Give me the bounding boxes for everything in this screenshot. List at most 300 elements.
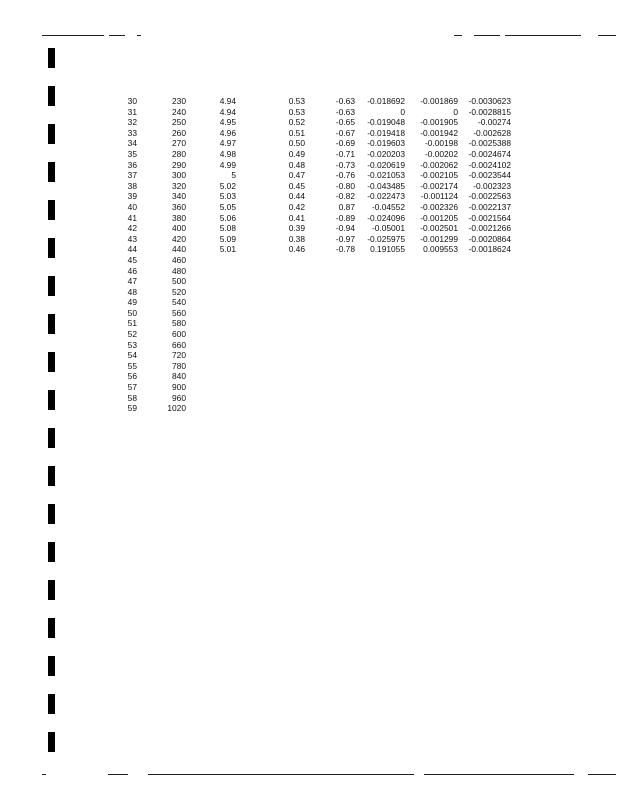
table-cell: -0.001205 xyxy=(420,212,458,223)
table-cell xyxy=(405,382,458,393)
table-cell: 600 xyxy=(172,329,186,340)
table-cell: -0.018692 xyxy=(367,96,405,106)
table-cell xyxy=(305,361,355,372)
table-cell xyxy=(458,297,511,308)
table-cell xyxy=(236,403,305,414)
table-cell: -0.82 xyxy=(335,191,355,202)
table-cell xyxy=(458,287,511,298)
scan-mark xyxy=(48,732,55,752)
top-border-segment xyxy=(598,35,616,36)
table-cell: 4.97 xyxy=(219,138,236,149)
table-cell: -0.022473 xyxy=(367,191,405,202)
table-cell: 0.46 xyxy=(288,244,305,255)
table-cell: 35 xyxy=(127,148,137,159)
table-row xyxy=(100,297,511,308)
table-cell: -0.002174 xyxy=(420,180,458,191)
scan-mark xyxy=(48,428,55,448)
table-cell xyxy=(236,276,305,287)
table-cell: 840 xyxy=(172,371,186,382)
table-cell: 5.06 xyxy=(219,212,236,223)
table-cell xyxy=(305,382,355,393)
table-cell: -0.89 xyxy=(335,212,355,223)
table-cell: 30 xyxy=(127,96,137,106)
table-cell xyxy=(355,361,405,372)
table-cell: 5.05 xyxy=(219,201,236,212)
table-cell: 540 xyxy=(172,297,186,308)
table-row xyxy=(100,149,511,160)
table-cell: 33 xyxy=(127,127,137,138)
table-cell: 280 xyxy=(172,148,186,159)
scan-mark xyxy=(48,48,55,68)
table-cell: -0.76 xyxy=(335,170,355,181)
table-cell xyxy=(355,382,405,393)
table-cell: -0.001299 xyxy=(420,233,458,244)
table-cell: 230 xyxy=(172,96,186,106)
table-row xyxy=(100,244,511,255)
table-cell xyxy=(186,297,236,308)
table-cell: 32 xyxy=(127,117,137,128)
table-cell: 56 xyxy=(127,371,137,382)
table-cell: -0.002501 xyxy=(420,223,458,234)
table-cell xyxy=(405,403,458,414)
table-cell: -0.001905 xyxy=(420,117,458,128)
table-cell xyxy=(405,329,458,340)
table-cell: -0.0018624 xyxy=(468,244,511,255)
scan-mark xyxy=(48,124,55,144)
table-cell: 5 xyxy=(231,170,236,181)
top-border-segment xyxy=(137,35,141,36)
table-cell: -0.001942 xyxy=(420,127,458,138)
table-cell xyxy=(458,340,511,351)
table-row xyxy=(100,234,511,245)
table-cell: 34 xyxy=(127,138,137,149)
table-cell: 460 xyxy=(172,254,186,265)
table-cell xyxy=(405,297,458,308)
table-cell xyxy=(305,266,355,277)
table-cell xyxy=(236,297,305,308)
table-cell xyxy=(458,266,511,277)
table-row xyxy=(100,276,511,287)
table-cell: 4.99 xyxy=(219,159,236,170)
table-row xyxy=(100,361,511,372)
table-cell: 37 xyxy=(127,170,137,181)
table-cell: -0.65 xyxy=(335,117,355,128)
scan-mark xyxy=(48,580,55,600)
top-border-segment xyxy=(474,35,500,36)
table-cell xyxy=(305,276,355,287)
table-cell: 51 xyxy=(127,318,137,329)
scan-mark xyxy=(48,276,55,296)
table-cell xyxy=(305,371,355,382)
table-cell: -0.63 xyxy=(335,106,355,117)
table-cell xyxy=(236,393,305,404)
table-cell xyxy=(186,329,236,340)
top-border-segment xyxy=(42,35,104,36)
scan-mark xyxy=(48,200,55,220)
table-cell: -0.0021564 xyxy=(468,212,511,223)
table-cell: -0.0022137 xyxy=(468,201,511,212)
table-cell: 0.39 xyxy=(288,223,305,234)
table-cell xyxy=(236,287,305,298)
table-cell xyxy=(355,403,405,414)
table-cell: 38 xyxy=(127,180,137,191)
table-cell: 4.95 xyxy=(219,117,236,128)
table-cell: -0.0020864 xyxy=(468,233,511,244)
table-cell xyxy=(305,329,355,340)
table-cell xyxy=(405,371,458,382)
table-cell: 0.191055 xyxy=(370,244,405,255)
table-cell: -0.97 xyxy=(335,233,355,244)
table-cell: -0.020203 xyxy=(367,148,405,159)
scan-mark xyxy=(48,162,55,182)
bottom-border-segment xyxy=(108,774,128,775)
table-cell: 42 xyxy=(127,223,137,234)
table-cell xyxy=(355,371,405,382)
table-cell: 52 xyxy=(127,329,137,340)
bottom-border-segment xyxy=(424,774,574,775)
table-cell: -0.002062 xyxy=(420,159,458,170)
table-cell: 240 xyxy=(172,106,186,117)
bottom-border-segment xyxy=(148,774,268,775)
table-cell: 0.44 xyxy=(288,191,305,202)
table-cell: -0.002105 xyxy=(420,170,458,181)
table-cell: 440 xyxy=(172,244,186,255)
table-cell: 520 xyxy=(172,286,186,297)
table-row xyxy=(100,202,511,213)
table-cell xyxy=(305,350,355,361)
bottom-border-segment xyxy=(588,774,616,775)
scan-mark xyxy=(48,618,55,638)
table-cell: -0.019048 xyxy=(367,117,405,128)
table-cell: -0.0028815 xyxy=(468,106,511,117)
table-cell xyxy=(236,350,305,361)
table-cell: 0.50 xyxy=(288,138,305,149)
table-cell xyxy=(236,382,305,393)
table-cell: 46 xyxy=(127,265,137,276)
table-cell: -0.69 xyxy=(335,138,355,149)
table-row xyxy=(100,160,511,171)
table-cell: 0 xyxy=(400,106,405,117)
table-cell xyxy=(355,308,405,319)
table-cell: -0.025975 xyxy=(367,233,405,244)
table-cell xyxy=(186,255,236,266)
table-cell: -0.94 xyxy=(335,223,355,234)
table-cell: -0.00274 xyxy=(477,117,511,128)
scan-mark xyxy=(48,238,55,258)
scan-mark xyxy=(48,390,55,410)
table-cell xyxy=(458,382,511,393)
table-cell: 560 xyxy=(172,307,186,318)
table-cell: 960 xyxy=(172,392,186,403)
table-cell: 0.51 xyxy=(288,127,305,138)
table-cell: -0.021053 xyxy=(367,170,405,181)
table-cell: 900 xyxy=(172,382,186,393)
table-cell: -0.0024674 xyxy=(468,148,511,159)
table-cell: 5.09 xyxy=(219,233,236,244)
table-cell: 5.01 xyxy=(219,244,236,255)
table-cell xyxy=(236,340,305,351)
table-cell xyxy=(458,403,511,414)
table-cell xyxy=(355,297,405,308)
table-cell xyxy=(186,340,236,351)
table-cell: 0.53 xyxy=(288,106,305,117)
table-cell xyxy=(305,308,355,319)
table-cell: 0.38 xyxy=(288,233,305,244)
table-cell xyxy=(355,255,405,266)
table-cell: -0.001124 xyxy=(420,191,458,202)
table-row xyxy=(100,340,511,351)
table-row xyxy=(100,223,511,234)
table-cell: -0.0024102 xyxy=(468,159,511,170)
table-cell xyxy=(186,287,236,298)
table-row xyxy=(100,371,511,382)
table-row xyxy=(100,128,511,139)
table-cell xyxy=(186,403,236,414)
table-cell: 780 xyxy=(172,360,186,371)
scan-mark xyxy=(48,542,55,562)
table-cell: 4.94 xyxy=(219,96,236,106)
table-cell: 720 xyxy=(172,350,186,361)
table-cell: 580 xyxy=(172,318,186,329)
table-cell: -0.0021266 xyxy=(468,223,511,234)
table-cell xyxy=(355,340,405,351)
table-cell xyxy=(405,318,458,329)
table-cell: 5.02 xyxy=(219,180,236,191)
table-cell: -0.019418 xyxy=(367,127,405,138)
table-cell: 290 xyxy=(172,159,186,170)
table-cell xyxy=(405,308,458,319)
data-table xyxy=(100,96,511,414)
table-cell: 0 xyxy=(453,106,458,117)
table-row xyxy=(100,382,511,393)
table-cell xyxy=(305,255,355,266)
table-cell: 55 xyxy=(127,360,137,371)
table-cell: 0.42 xyxy=(288,201,305,212)
table-cell xyxy=(305,287,355,298)
table-cell: 340 xyxy=(172,191,186,202)
table-cell: 0.41 xyxy=(288,212,305,223)
table-cell: 39 xyxy=(127,191,137,202)
table-cell: -0.80 xyxy=(335,180,355,191)
table-cell xyxy=(458,318,511,329)
table-cell xyxy=(186,308,236,319)
table-cell xyxy=(355,393,405,404)
table-cell: 47 xyxy=(127,276,137,287)
table-row xyxy=(100,266,511,277)
table-cell: 500 xyxy=(172,276,186,287)
table-row xyxy=(100,96,511,107)
table-cell xyxy=(186,276,236,287)
table-cell: -0.002323 xyxy=(473,180,511,191)
table-cell: 380 xyxy=(172,212,186,223)
table-cell: -0.04552 xyxy=(371,201,405,212)
scan-mark xyxy=(48,352,55,372)
table-cell: -0.00198 xyxy=(424,138,458,149)
table-cell xyxy=(305,340,355,351)
table-cell xyxy=(405,350,458,361)
table-cell: 50 xyxy=(127,307,137,318)
table-cell: -0.71 xyxy=(335,148,355,159)
table-cell: 4.96 xyxy=(219,127,236,138)
table-cell: 0.47 xyxy=(288,170,305,181)
table-cell: -0.001869 xyxy=(420,96,458,106)
table-cell: 5.03 xyxy=(219,191,236,202)
table-cell: 57 xyxy=(127,382,137,393)
table-row xyxy=(100,350,511,361)
table-cell xyxy=(186,350,236,361)
table-cell: -0.78 xyxy=(335,244,355,255)
table-cell: 1020 xyxy=(167,403,186,414)
table-cell: 4.98 xyxy=(219,148,236,159)
table-cell: 300 xyxy=(172,170,186,181)
table-cell xyxy=(305,318,355,329)
table-cell xyxy=(355,329,405,340)
table-cell: 0.45 xyxy=(288,180,305,191)
bottom-border-segment xyxy=(42,774,46,775)
scan-mark xyxy=(48,314,55,334)
table-cell: 270 xyxy=(172,138,186,149)
table-cell: 0.48 xyxy=(288,159,305,170)
table-cell xyxy=(186,361,236,372)
table-row xyxy=(100,117,511,128)
table-cell: -0.0022563 xyxy=(468,191,511,202)
table-cell xyxy=(458,276,511,287)
table-cell: 0.53 xyxy=(288,96,305,106)
table-cell: 45 xyxy=(127,254,137,265)
table-cell xyxy=(355,266,405,277)
table-cell: -0.0025388 xyxy=(468,138,511,149)
table-cell: -0.043485 xyxy=(367,180,405,191)
table-cell: 0.52 xyxy=(288,117,305,128)
table-cell: 360 xyxy=(172,201,186,212)
table-cell xyxy=(405,255,458,266)
table-cell xyxy=(355,276,405,287)
table-cell: -0.024096 xyxy=(367,212,405,223)
table-cell: 59 xyxy=(127,403,137,414)
table-cell xyxy=(458,308,511,319)
table-cell: 4.94 xyxy=(219,106,236,117)
table-cell: -0.05001 xyxy=(371,223,405,234)
table-cell: 480 xyxy=(172,265,186,276)
table-cell: 36 xyxy=(127,159,137,170)
table-cell xyxy=(305,403,355,414)
table-cell: 44 xyxy=(127,244,137,255)
table-cell xyxy=(186,266,236,277)
table-cell: 0.87 xyxy=(338,201,355,212)
table-cell: 58 xyxy=(127,392,137,403)
table-row xyxy=(100,318,511,329)
bottom-border-segment xyxy=(268,774,414,775)
table-cell xyxy=(458,361,511,372)
table-cell xyxy=(236,371,305,382)
table-cell: 320 xyxy=(172,180,186,191)
table-row xyxy=(100,403,511,414)
table-cell: 5.08 xyxy=(219,223,236,234)
table-row xyxy=(100,181,511,192)
table-cell: -0.63 xyxy=(335,96,355,106)
table-cell xyxy=(458,393,511,404)
table-cell: 48 xyxy=(127,286,137,297)
table-cell xyxy=(355,287,405,298)
scan-mark xyxy=(48,694,55,714)
table-cell: 43 xyxy=(127,233,137,244)
table-cell xyxy=(186,393,236,404)
table-cell: 53 xyxy=(127,339,137,350)
table-cell xyxy=(458,371,511,382)
table-row xyxy=(100,107,511,118)
table-cell xyxy=(236,266,305,277)
table-cell: 49 xyxy=(127,297,137,308)
table-cell: -0.002326 xyxy=(420,201,458,212)
table-cell xyxy=(405,340,458,351)
table-cell: 31 xyxy=(127,106,137,117)
table-cell xyxy=(458,350,511,361)
table-cell xyxy=(236,308,305,319)
table-cell: 54 xyxy=(127,350,137,361)
table-cell xyxy=(236,361,305,372)
table-cell: -0.020619 xyxy=(367,159,405,170)
table-cell xyxy=(186,371,236,382)
table-cell xyxy=(458,329,511,340)
table-cell: 260 xyxy=(172,127,186,138)
top-border-segment xyxy=(505,35,581,36)
table-cell xyxy=(186,382,236,393)
table-cell: -0.019603 xyxy=(367,138,405,149)
table-cell xyxy=(405,393,458,404)
scan-mark xyxy=(48,504,55,524)
table-row xyxy=(100,138,511,149)
table-row xyxy=(100,213,511,224)
table-cell xyxy=(405,287,458,298)
table-cell xyxy=(186,318,236,329)
scan-mark xyxy=(48,466,55,486)
table-cell: 0.49 xyxy=(288,148,305,159)
table-cell: 0.009553 xyxy=(423,244,458,255)
table-cell xyxy=(405,266,458,277)
top-border-segment xyxy=(109,35,125,36)
table-cell: -0.00202 xyxy=(424,148,458,159)
scan-mark xyxy=(48,656,55,676)
table-cell xyxy=(355,318,405,329)
table-cell: 400 xyxy=(172,223,186,234)
table-cell xyxy=(236,329,305,340)
table-row xyxy=(100,393,511,404)
top-border-segment xyxy=(454,35,462,36)
table-cell: 41 xyxy=(127,212,137,223)
table-cell: 660 xyxy=(172,339,186,350)
table-cell: -0.002628 xyxy=(473,127,511,138)
table-cell: -0.0023544 xyxy=(468,170,511,181)
table-cell xyxy=(458,255,511,266)
table-cell: 420 xyxy=(172,233,186,244)
table-cell: -0.0030623 xyxy=(468,96,511,106)
table-row xyxy=(100,308,511,319)
table-cell xyxy=(236,318,305,329)
table-cell: -0.73 xyxy=(335,159,355,170)
table-row xyxy=(100,255,511,266)
table-cell xyxy=(355,350,405,361)
data-table-body xyxy=(100,96,511,414)
table-cell xyxy=(305,297,355,308)
scan-mark xyxy=(48,86,55,106)
table-cell xyxy=(236,255,305,266)
table-cell xyxy=(405,276,458,287)
table-cell: 250 xyxy=(172,117,186,128)
table-cell: -0.67 xyxy=(335,127,355,138)
table-row xyxy=(100,329,511,340)
table-row xyxy=(100,287,511,298)
table-cell xyxy=(305,393,355,404)
